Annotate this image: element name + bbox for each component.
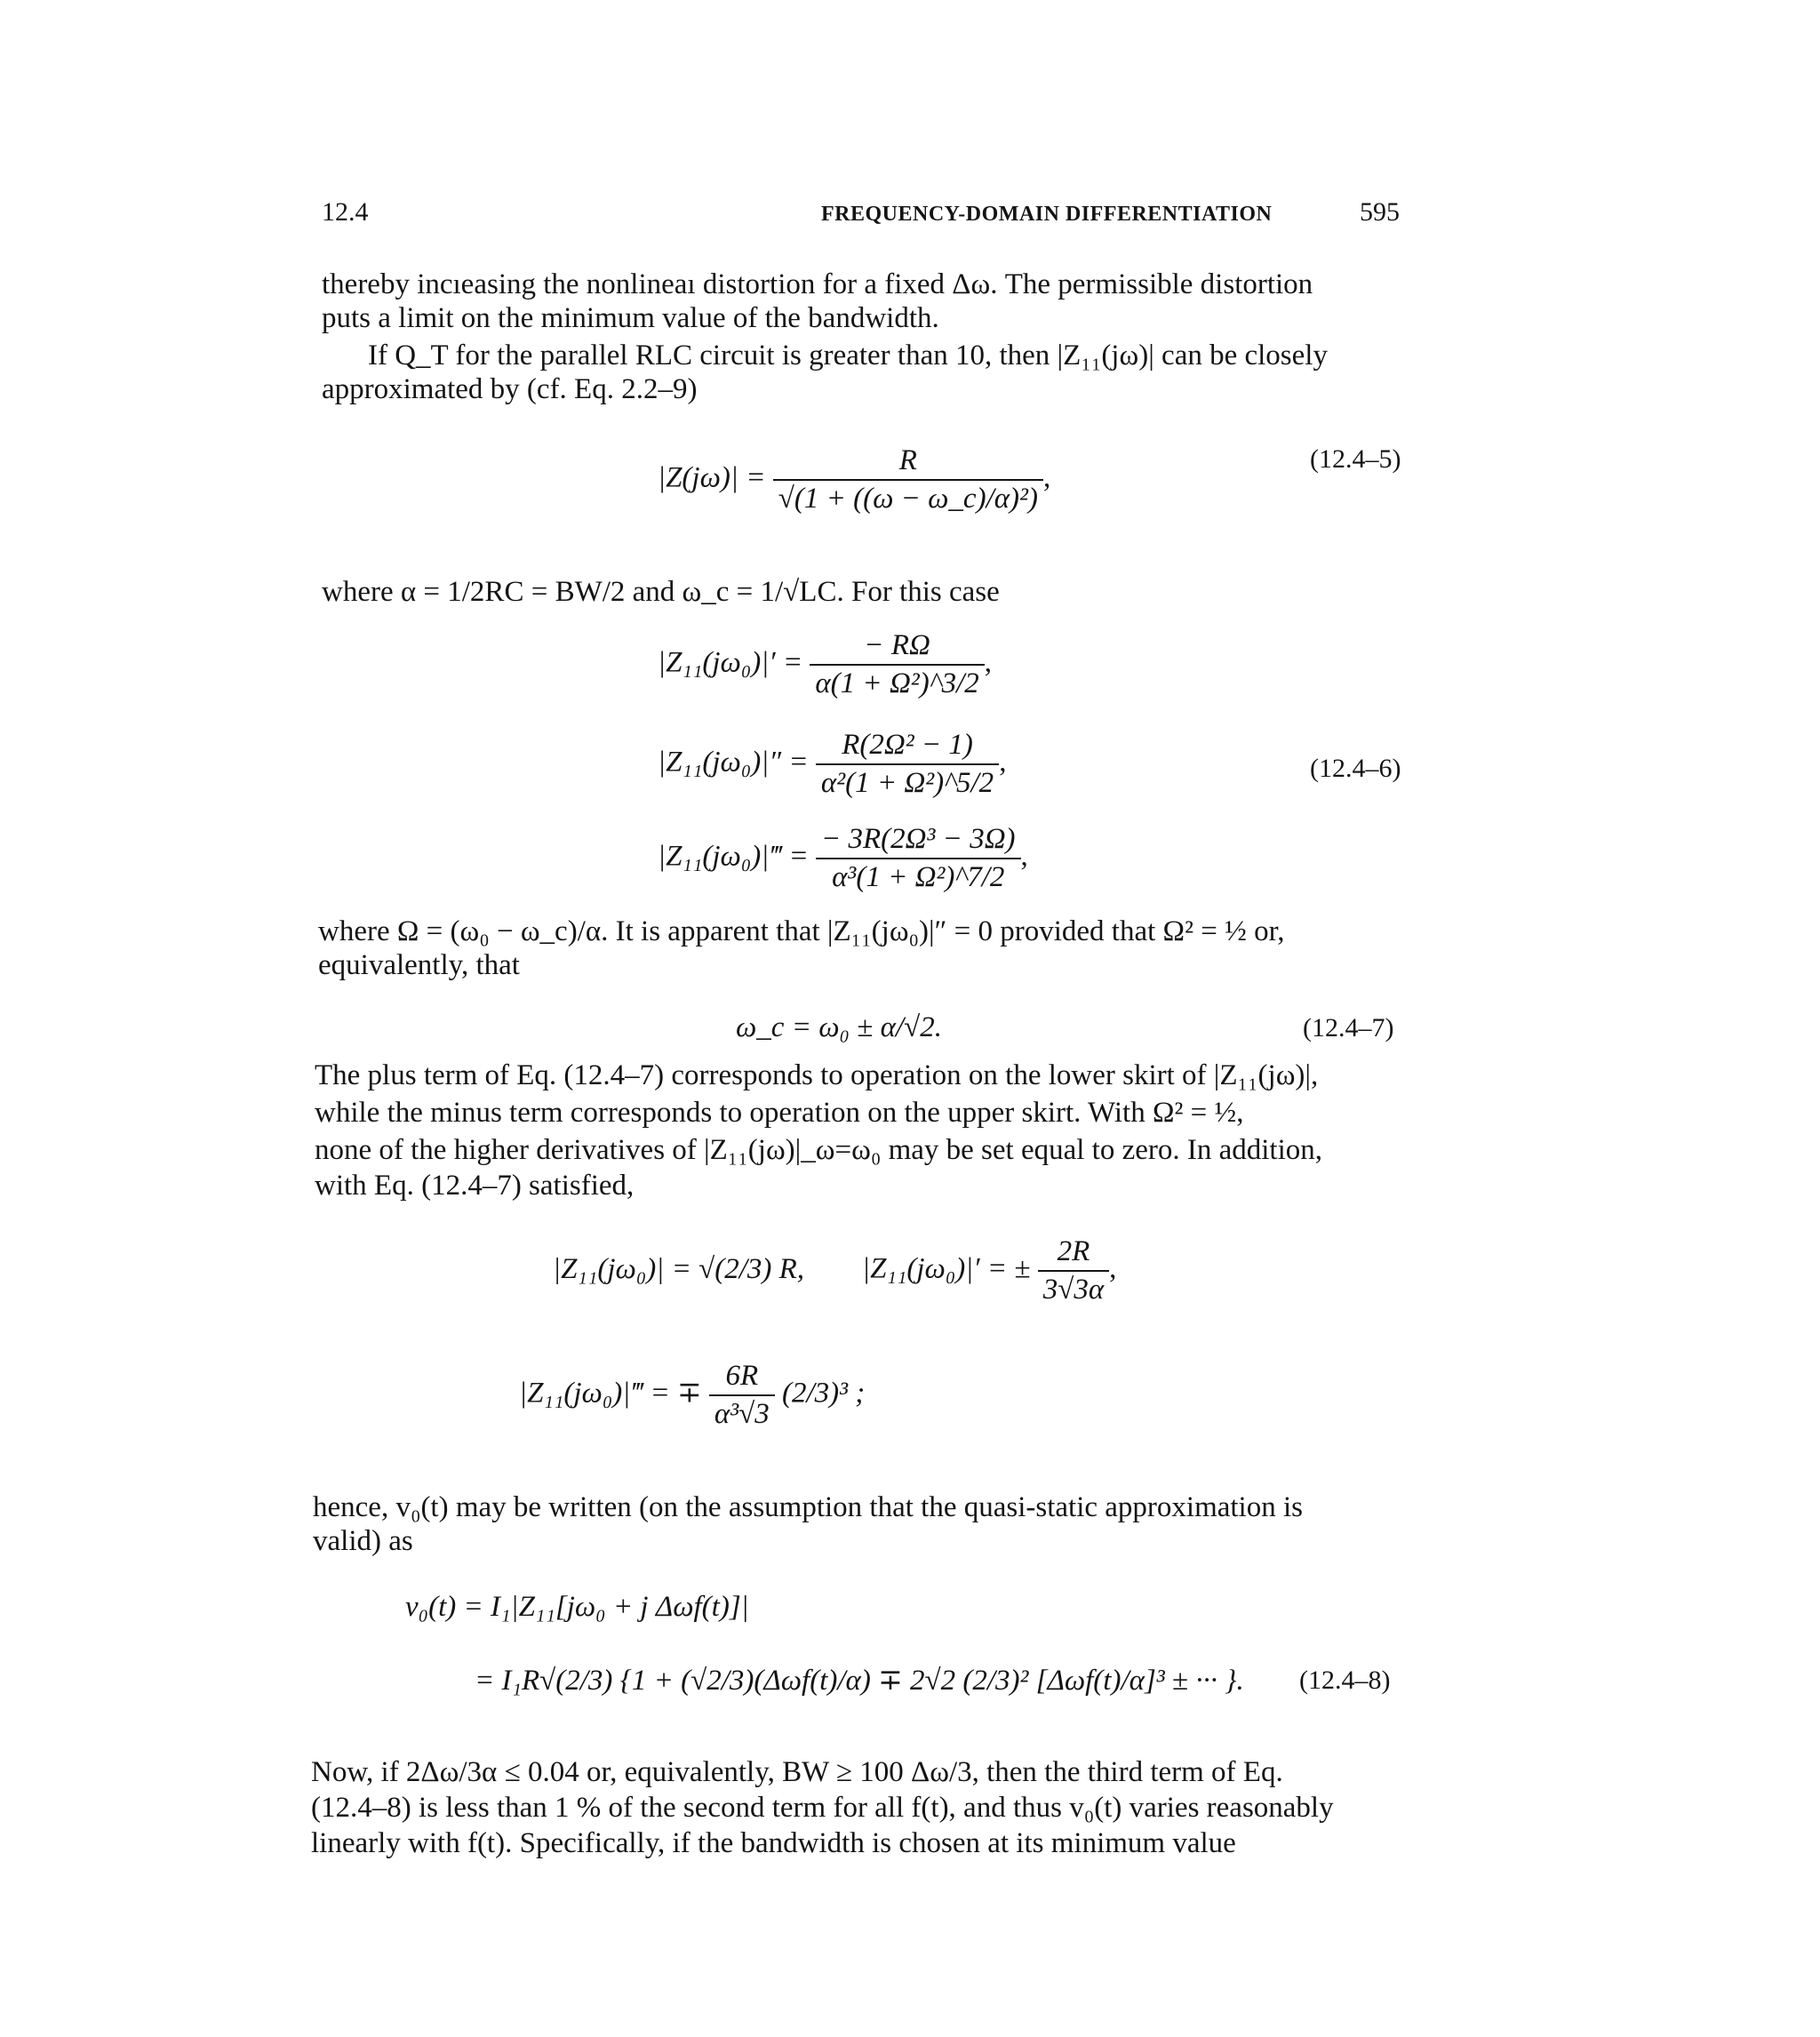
- equation-magnitude-at-w0: |Z₁₁(jω₀)| = √(2/3) R,: [553, 1253, 805, 1285]
- eq5-numerator: R: [773, 444, 1043, 481]
- eq6c-denominator: α³(1 + Ω²)^7/2: [832, 861, 1005, 893]
- page-number: 595: [1360, 197, 1400, 227]
- eq6c-numerator: − 3R(2Ω³ − 3Ω): [816, 823, 1021, 859]
- text-line: while the minus term corresponds to operation on the upper skirt. With Ω² = ½,: [315, 1097, 1244, 1129]
- equation-number: (12.4–7): [1303, 1013, 1394, 1042]
- eqB-tail: (2/3)³ ;: [781, 1377, 866, 1410]
- text-line: The plus term of Eq. (12.4–7) corresponds to operation on the lower skirt of |Z₁₁(jω)|,: [315, 1059, 1319, 1091]
- equation-12-4-8-expansion: = I₁R√(2/3) {1 + (√2/3)(Δωf(t)/α) ∓ 2√2 (2/3)² [Δωf(t)/α]³ ± ··· }.: [475, 1665, 1244, 1697]
- eq6c-lhs: |Z₁₁(jω₀)|‴ =: [658, 840, 809, 873]
- eq6b-lhs: |Z₁₁(jω₀)|″ =: [658, 746, 809, 779]
- text-line: where α = 1/2RC = BW/2 and ω_c = 1/√LC. For this case: [322, 576, 1000, 608]
- text-line: equivalently, that: [318, 949, 520, 981]
- equation-12-4-6-second-derivative: |Z₁₁(jω₀)|″ = $\frac{\text{R(2Ω² − 1)}}{\text{α²(1 + Ω²)\textasciicircum{}5/2}}$ ,: [658, 729, 1007, 799]
- section-number: 12.4: [322, 197, 369, 227]
- eqB-numerator: 6R: [709, 1360, 775, 1396]
- eqB-lhs: |Z₁₁(jω₀)|‴ = ∓: [519, 1377, 702, 1410]
- equation-12-4-6-third-derivative: |Z₁₁(jω₀)|‴ = $\frac{\text{− 3R(2Ω³ − 3Ω)}}{\text{α³(1 + Ω²)\textasciicircum{}7/2}}$ ,: [658, 823, 1028, 893]
- equation-number: (12.4–6): [1310, 754, 1401, 783]
- equation-third-derivative-at-w0: [519, 1360, 865, 1431]
- text-line: (12.4–8) is less than 1 % of the second term for all f(t), and thus v₀(t) varies reasonably: [311, 1792, 1334, 1824]
- text-line: approximated by (cf. Eq. 2.2–9): [322, 373, 698, 405]
- text-line: valid) as: [313, 1525, 413, 1557]
- eq6a-denominator: α(1 + Ω²)^3/2: [815, 667, 979, 699]
- eqA-right-lhs: |Z₁₁(jω₀)|′ = ±: [862, 1252, 1031, 1285]
- eq6a-numerator: − RΩ: [810, 629, 984, 666]
- text-line: Now, if 2Δω/3α ≤ 0.04 or, equivalently, BW ≥ 100 Δω/3, then the third term of Eq.: [311, 1756, 1283, 1788]
- equation-12-4-7: ω_c = ω₀ ± α/√2.: [736, 1011, 942, 1043]
- eq6b-fraction: [816, 729, 999, 800]
- text-line: where Ω = (ω₀ − ω_c)/α. It is apparent that |Z₁₁(jω₀)|″ = 0 provided that Ω² = ½ or,: [318, 915, 1285, 947]
- text-line: none of the higher derivatives of |Z₁₁(jω)|_ω=ω₀ may be set equal to zero. In addition,: [315, 1134, 1323, 1166]
- equation-12-4-8-definition: v₀(t) = I₁|Z₁₁[jω₀ + j Δωf(t)]|: [405, 1591, 749, 1623]
- eqA-right-fraction: [1038, 1235, 1109, 1306]
- eq5-lhs: |Z(jω)| =: [658, 461, 766, 494]
- eq6b-numerator: R(2Ω² − 1): [816, 729, 999, 765]
- eqB-denominator: α³√3: [714, 1398, 770, 1430]
- equation-number: (12.4–5): [1310, 444, 1401, 474]
- running-title: FREQUENCY-DOMAIN DIFFERENTIATION: [821, 203, 1273, 226]
- eq6b-denominator: α²(1 + Ω²)^5/2: [820, 767, 994, 799]
- text-line: thereby incıeasing the nonlineaı distortion for a fixed Δω. The permissible distortion: [322, 268, 1313, 300]
- equation-12-4-6-first-derivative: |Z₁₁(jω₀)|′ = $\frac{- R\Omega}{\text{α(1 + Ω²)\textasciicircum{}3/2}}$ ,: [658, 629, 993, 699]
- text-line: with Eq. (12.4–7) satisfied,: [315, 1170, 635, 1202]
- text-line: hence, v₀(t) may be written (on the assumption that the quasi-static approximation is: [313, 1491, 1303, 1523]
- equation-first-derivative-at-w0: |Z₁₁(jω₀)|′ = ± $\frac{2R}{3√3\alpha}$ ,: [862, 1235, 1117, 1306]
- equation-number: (12.4–8): [1299, 1666, 1391, 1695]
- text-line: puts a limit on the minimum value of the bandwidth.: [322, 302, 939, 334]
- text-line: If Q_T for the parallel RLC circuit is greater than 10, then |Z₁₁(jω)| can be closely: [368, 340, 1328, 371]
- eq5-denominator: √(1 + ((ω − ω_c)/α)²): [778, 483, 1038, 515]
- eqB-fraction: [709, 1360, 775, 1431]
- eq5-fraction: [773, 444, 1043, 515]
- eq6c-fraction: [816, 823, 1021, 894]
- eqA-right-numerator: 2R: [1038, 1235, 1109, 1272]
- eq6a-lhs: |Z₁₁(jω₀)|′ =: [658, 646, 803, 679]
- equation-12-4-5: |Z(jω)| = $\frac{R}{\text{√(1 + ((ω − ω\_c)/α)²)}}$ ,: [658, 444, 1051, 515]
- text-line: linearly with f(t). Specifically, if the bandwidth is chosen at its minimum value: [311, 1827, 1236, 1859]
- eq6a-fraction: [810, 629, 984, 700]
- eqA-right-denominator: 3√3α: [1042, 1274, 1105, 1306]
